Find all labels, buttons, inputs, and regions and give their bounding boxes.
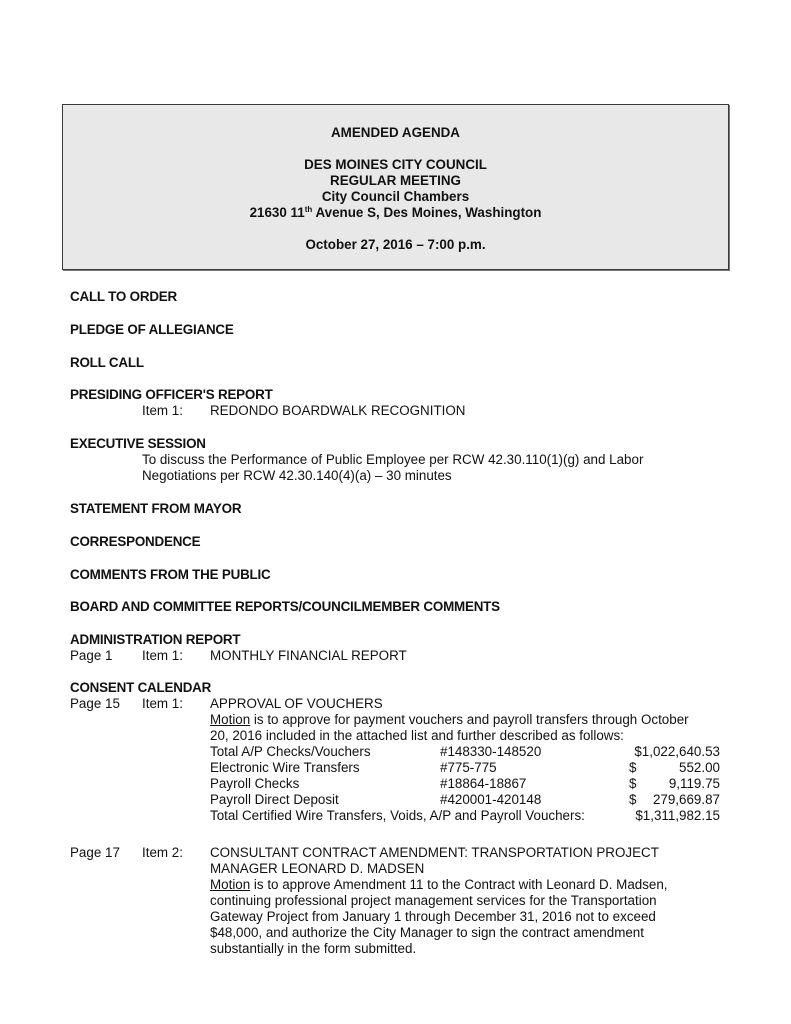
section-consent-calendar: CONSENT CALENDAR <box>70 680 212 695</box>
agenda-title: AMENDED AGENDA <box>331 125 460 140</box>
section-roll-call: ROLL CALL <box>70 355 144 370</box>
motion-label: Motion <box>210 712 251 727</box>
section-administration-report: ADMINISTRATION REPORT <box>70 632 241 647</box>
section-executive-session: EXECUTIVE SESSION <box>70 436 206 451</box>
voucher-row-currency: $ <box>629 776 637 791</box>
section-correspondence: CORRESPONDENCE <box>70 534 201 549</box>
voucher-row-ref: #18864-18867 <box>440 776 527 791</box>
address-rest: Avenue S, Des Moines, Washington <box>312 205 542 220</box>
admin-item-title: MONTHLY FINANCIAL REPORT <box>210 648 407 663</box>
consent-item2-label: Item 2: <box>142 845 183 860</box>
section-board-reports: BOARD AND COMMITTEE REPORTS/COUNCILMEMBER COMMENTS <box>70 599 500 614</box>
section-public-comments: COMMENTS FROM THE PUBLIC <box>70 567 271 582</box>
admin-page-ref: Page 1 <box>70 648 113 663</box>
admin-item-label: Item 1: <box>142 648 183 663</box>
voucher-row-amount: 279,669.87 <box>652 792 720 807</box>
consent-item2-motion-line-2: continuing professional project management services for the Transportation <box>210 893 657 908</box>
voucher-row-ref: #775-775 <box>440 760 497 775</box>
motion-label: Motion <box>210 877 251 892</box>
executive-session-line-1: To discuss the Performance of Public Employee per RCW 42.30.110(1)(g) and Labor <box>142 452 644 467</box>
executive-session-line-2: Negotiations per RCW 42.30.140(4)(a) – 30 minutes <box>142 468 452 483</box>
consent-item2-title-line-2: MANAGER LEONARD D. MADSEN <box>210 861 425 876</box>
consent-item2-motion-line-5: substantially in the form submitted. <box>210 941 417 956</box>
voucher-row-label: Payroll Direct Deposit <box>210 792 339 807</box>
meeting-datetime: October 27, 2016 – 7:00 p.m. <box>305 237 486 252</box>
voucher-row-label: Total A/P Checks/Vouchers <box>210 744 371 759</box>
voucher-row-ref: #148330-148520 <box>440 744 542 759</box>
voucher-row-amount: $1,022,640.53 <box>634 744 720 759</box>
presiding-item-title: REDONDO BOARDWALK RECOGNITION <box>210 403 466 418</box>
section-pledge: PLEDGE OF ALLEGIANCE <box>70 322 234 337</box>
consent-item1-label: Item 1: <box>142 696 183 711</box>
voucher-row-currency: $ <box>629 792 637 807</box>
voucher-row-label: Payroll Checks <box>210 776 300 791</box>
consent-item2-motion-line-4: $48,000, and authorize the City Manager to sign the contract amendment <box>210 925 644 940</box>
consent-item2-page-ref: Page 17 <box>70 845 120 860</box>
voucher-row-ref: #420001-420148 <box>440 792 542 807</box>
voucher-row-currency: $ <box>629 760 637 775</box>
consent-item2-title-line-1: CONSULTANT CONTRACT AMENDMENT: TRANSPORTATION PROJECT <box>210 845 659 860</box>
motion-text: is to approve for payment vouchers and payroll transfers through October <box>250 712 689 727</box>
voucher-row-amount: 9,119.75 <box>668 776 720 791</box>
agenda-header-box <box>62 104 729 270</box>
address-number: 21630 11 <box>249 205 305 220</box>
consent-item1-page-ref: Page 15 <box>70 696 120 711</box>
meeting-location: City Council Chambers <box>321 189 470 204</box>
presiding-item-label: Item 1: <box>142 403 183 418</box>
motion-text: is to approve Amendment 11 to the Contract with Leonard D. Madsen, <box>250 877 668 892</box>
section-presiding-officer: PRESIDING OFFICER'S REPORT <box>70 387 273 402</box>
section-statement-mayor: STATEMENT FROM MAYOR <box>70 501 242 516</box>
consent-item2-motion-line-3: Gateway Project from January 1 through December 31, 2016 not to exceed <box>210 909 656 924</box>
organization-name: DES MOINES CITY COUNCIL <box>304 157 487 172</box>
consent-item1-motion-line-2: 20, 2016 included in the attached list and further described as follows: <box>210 728 624 743</box>
address-ordinal-suffix: th <box>304 205 313 214</box>
meeting-address <box>63 205 728 221</box>
voucher-row-label: Electronic Wire Transfers <box>210 760 360 775</box>
meeting-type: REGULAR MEETING <box>330 173 461 188</box>
consent-item1-title: APPROVAL OF VOUCHERS <box>210 696 383 711</box>
consent-item2-motion-line-1 <box>210 877 668 893</box>
voucher-total-amount: $1,311,982.15 <box>635 808 720 823</box>
consent-item1-motion-line-1 <box>210 712 689 728</box>
voucher-row-amount: 552.00 <box>679 760 720 775</box>
voucher-total-label: Total Certified Wire Transfers, Voids, A/P and Payroll Vouchers: <box>210 808 585 823</box>
section-call-to-order: CALL TO ORDER <box>70 289 178 304</box>
